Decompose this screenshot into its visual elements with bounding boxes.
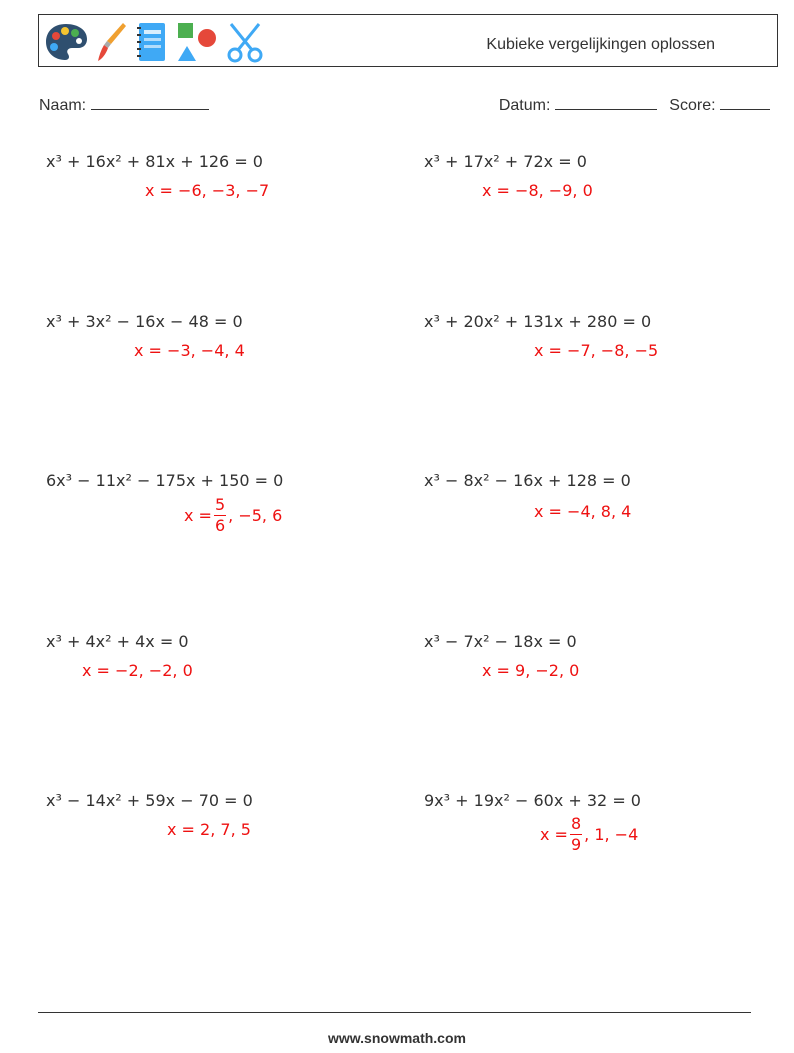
fraction-numerator: 8 [570,814,582,833]
score-label: Score: [669,97,716,114]
problem-equation: x³ + 4x² + 4x = 0 [46,632,189,651]
problem-equation: x³ + 20x² + 131x + 280 = 0 [424,312,652,331]
shapes-icon [175,20,219,64]
problem-equation: x³ − 8x² − 16x + 128 = 0 [424,471,631,490]
answer-prefix: x = [184,506,212,525]
name-blank[interactable] [91,94,209,110]
paintbrush-icon [95,20,129,64]
problem-answer: x = −7, −8, −5 [534,341,659,360]
worksheet-title: Kubieke vergelijkingen oplossen [486,36,715,53]
date-blank[interactable] [555,94,657,110]
score-blank[interactable] [720,94,770,110]
problem-equation: x³ − 14x² + 59x − 70 = 0 [46,791,253,810]
worksheet-header [38,14,778,67]
problem-equation: x³ + 3x² − 16x − 48 = 0 [46,312,243,331]
answer-fraction [570,816,582,853]
fraction-denominator: 9 [570,835,582,854]
problem-answer: x = −3, −4, 4 [134,341,245,360]
problem-answer: x = −8, −9, 0 [482,181,593,200]
problem-answer: x = −4, 8, 4 [534,502,632,521]
answer-prefix: x = [540,825,568,844]
date-score-fields [499,94,770,115]
header-icons [43,20,265,64]
fraction-numerator: 5 [214,495,226,514]
problem-equation: x³ + 16x² + 81x + 126 = 0 [46,152,263,171]
scissors-icon [225,20,265,64]
problem-equation: x³ − 7x² − 18x = 0 [424,632,577,651]
answer-fraction [214,497,226,534]
problem-answer: x = 9, −2, 0 [482,661,580,680]
palette-icon [43,20,89,64]
notebook-icon [135,20,169,64]
problem-answer: x = −6, −3, −7 [145,181,270,200]
problem-answer [184,497,282,534]
answer-rest: , 1, −4 [584,825,639,844]
problem-equation: 9x³ + 19x² − 60x + 32 = 0 [424,791,641,810]
fraction-denominator: 6 [214,516,226,535]
name-label: Naam: [39,97,87,114]
name-field [39,94,209,115]
problem-answer: x = 2, 7, 5 [167,820,251,839]
footer-url[interactable]: www.snowmath.com [328,1030,466,1046]
answer-rest: , −5, 6 [228,506,283,525]
footer-divider [38,1012,751,1013]
date-label: Datum: [498,97,551,114]
problem-equation: x³ + 17x² + 72x = 0 [424,152,587,171]
problem-answer [540,816,638,853]
problem-equation: 6x³ − 11x² − 175x + 150 = 0 [46,471,284,490]
problem-answer: x = −2, −2, 0 [82,661,193,680]
